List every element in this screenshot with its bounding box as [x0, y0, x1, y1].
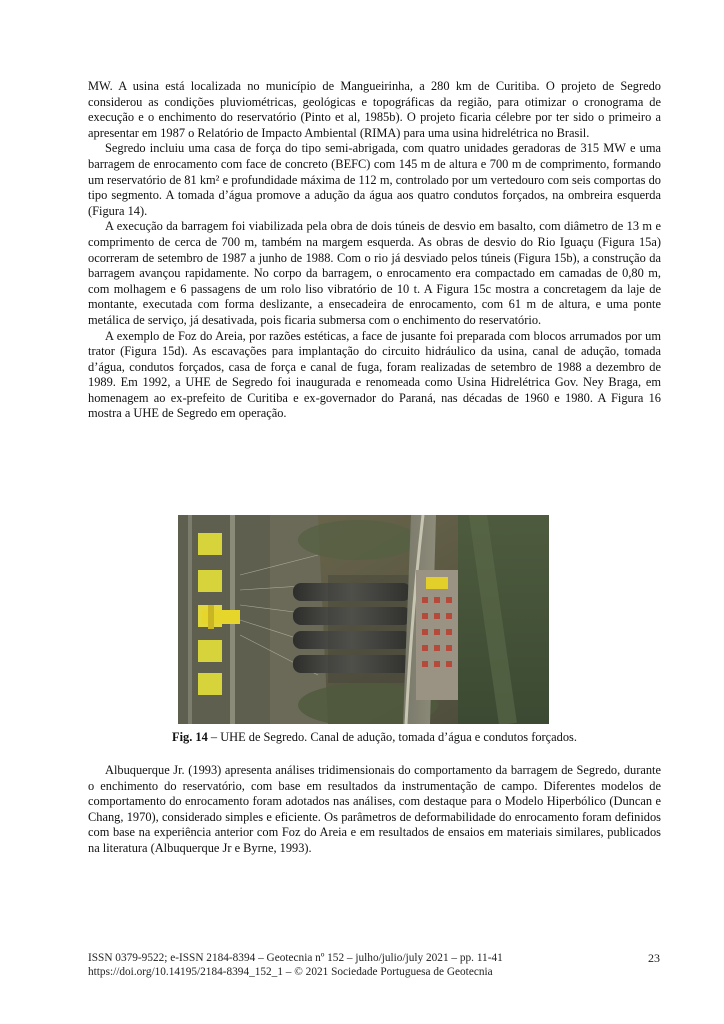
paragraph-4: A exemplo de Foz do Areia, por razões estéticas, a face de jusante foi preparada com blocos arrumados por um trator (Figura 15d). As escavações para implantação do circuito hidráulico da usina, canal de adução, tomada d’água, condutos forçados, casa de força e canal de fuga, foram realizadas de setembro de 1988 a dezembro de 1989. Em 1992, a UHE de Segredo foi inaugurada e renomeada como Usina Hidrelétrica Gov. Ney Braga, em homenagem ao ex-prefeito de Curitiba e ex-governador do Paraná, nas décadas de 1960 e 1980. A Figura 16 mostra a UHE de Segredo em operação.	[88, 328, 661, 421]
paragraph-3: A execução da barragem foi viabilizada pela obra de dois túneis de desvio em basalto, com diâmetro de 13 m e comprimento de cerca de 700 m, também na margem esquerda. As obras de desvio do Rio Iguaçu (Figura 15a) ocorreram de setembro de 1987 a junho de 1988. Com o rio já desviado pelos túneis (Figura 15b), a construção da barragem avançou rapidamente. No corpo da barragem, o enrocamento era compactado em camadas de 0,80 m, com molhagem e 6 passagens de um rolo liso vibratório de 10 t. A Figura 15c mostra a concretagem da laje de montante, executada com forma deslizante, a ensecadeira de enrocamento, com 61 m de altura, e uma ponte metálica de serviço, já desativada, pois ficaria submersa com o enchimento do reservatório.	[88, 219, 661, 327]
aerial-photo-image	[178, 515, 549, 724]
figure-label: Fig. 14	[172, 730, 208, 744]
footer-issn: ISSN 0379-9522; e-ISSN 2184-8394 – Geotecnia nº 152 – julho/julio/july 2021 – pp. 11-41	[88, 952, 503, 964]
paragraph-5: Albuquerque Jr. (1993) apresenta análises tridimensionais do comportamento da barragem de Segredo, durante o enchimento do reservatório, com base em resultados da instrumentação de campo. Diferentes modelos de comportamento do enrocamento foram adotados nas análises, com destaque para o Modelo Hiperbólico (Duncan e Chang, 1970), considerado simples e eficiente. Os parâmetros de deformabilidade do enrocamento foram definidos com base na experiência anterior com Foz do Areia e em resultados de ensaios em materiais similares, publicados na literatura (Albuquerque Jr e Byrne, 1993).	[88, 763, 661, 855]
page-number: 23	[648, 951, 660, 965]
paragraph-1: MW. A usina está localizada no município de Mangueirinha, a 280 km de Curitiba. O projeto de Segredo considerou as condições pluviométricas, geológicas e topográficas da região, para otimizar o cronograma de execução e o enchimento do reservatório (Pinto et al, 1985b). O projeto ficaria célebre por ter sido o primeiro a apresentar em 1987 o Relatório de Impacto Ambiental (RIMA) para uma usina hidrelétrica no Brasil.	[88, 79, 661, 140]
figure-14-aerial-photo	[178, 515, 549, 724]
body-text-top	[88, 79, 661, 422]
body-text-bottom	[88, 763, 661, 857]
page-footer	[88, 951, 661, 980]
figure-caption	[88, 730, 661, 746]
footer-doi: https://doi.org/10.14195/2184-8394_152_1 – © 2021 Sociedade Portuguesa de Geotecnia	[88, 966, 493, 979]
figure-caption-text: – UHE de Segredo. Canal de adução, tomada d’água e condutos forçados.	[207, 730, 577, 744]
paragraph-2: Segredo incluiu uma casa de força do tipo semi-abrigada, com quatro unidades geradoras de 315 MW e uma barragem de enrocamento com face de concreto (BEFC) com 145 m de altura e 700 m de comprimento, formando um reservatório de 81 km² e profundidade máxima de 112 m, controlado por um vertedouro com seis comportas do tipo segmento. A tomada d’água promove a adução da água aos quatro condutos forçados, na ombreira esquerda (Figura 14).	[88, 141, 661, 218]
